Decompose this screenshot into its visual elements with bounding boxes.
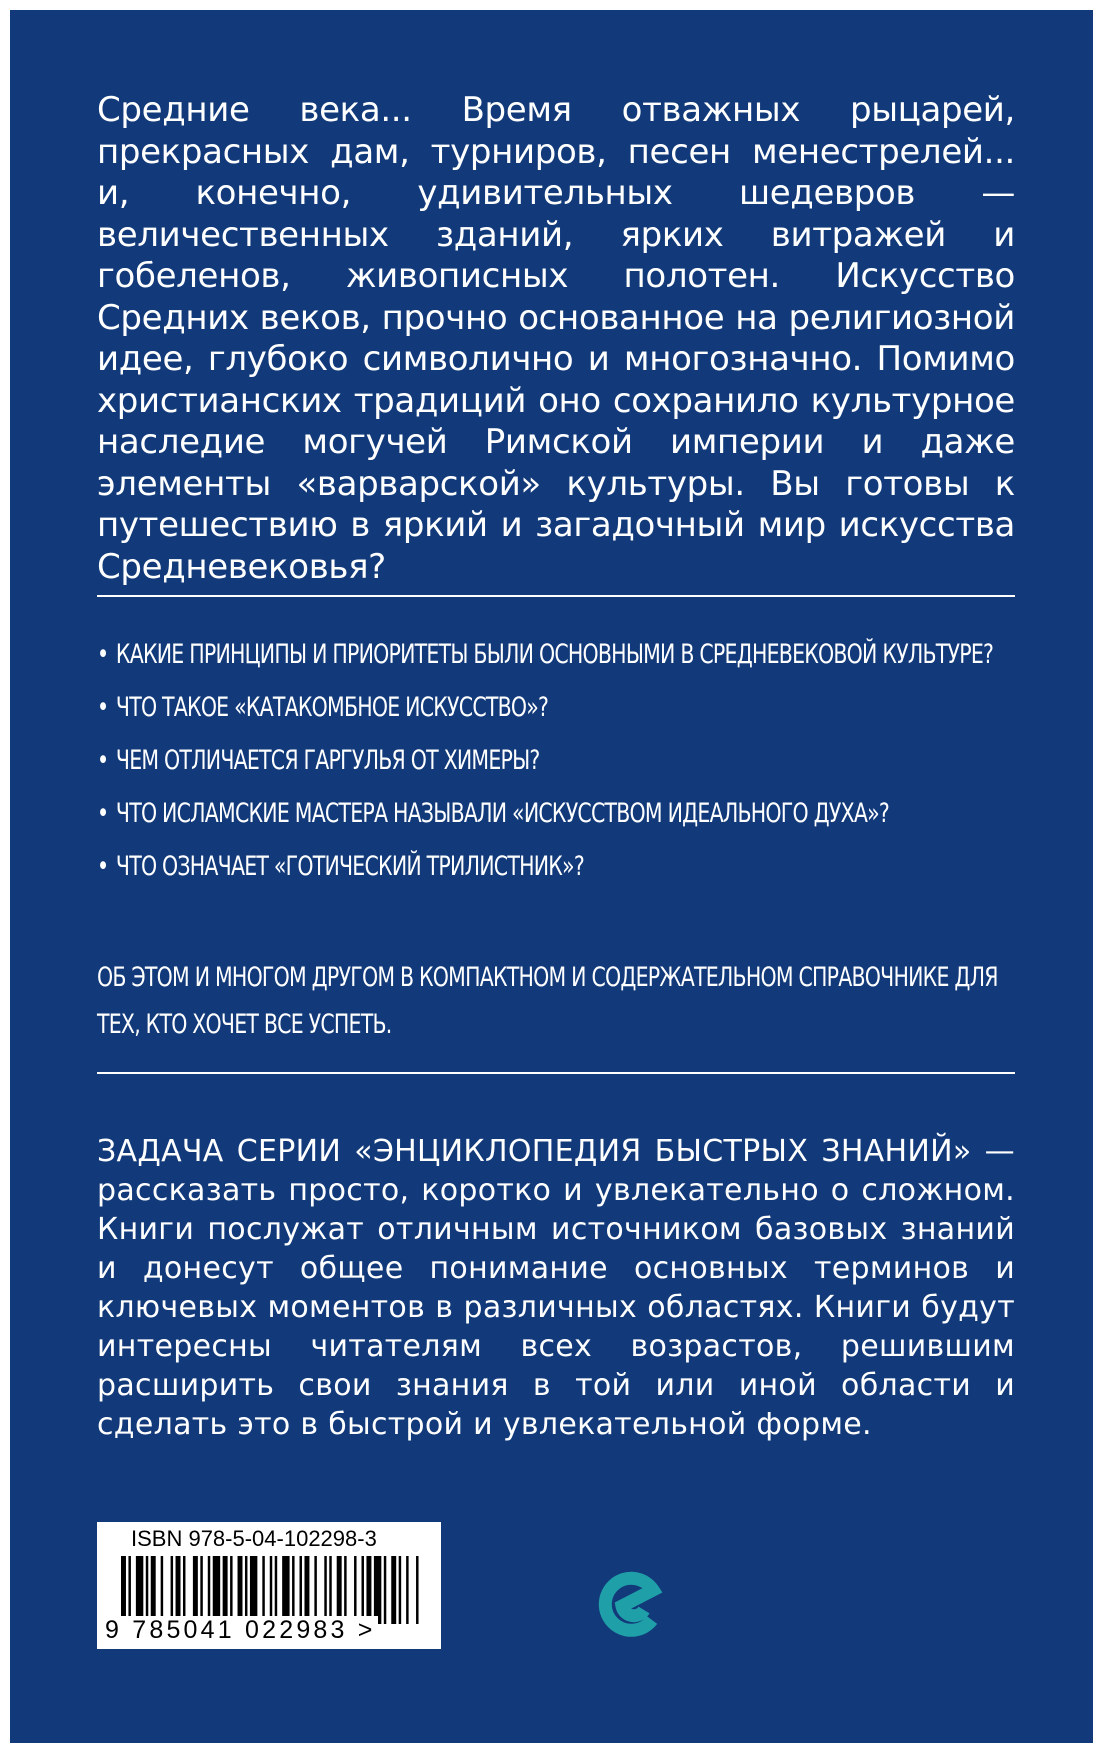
book-back-cover <box>10 10 1093 1743</box>
intro-paragraph <box>97 90 1015 588</box>
isbn-barcode <box>97 1522 441 1649</box>
questions-list <box>97 632 1013 897</box>
barcode-bars <box>121 1556 421 1624</box>
series-description <box>97 1132 1015 1444</box>
intro-text: Средние века... Время отважных рыцарей, прекрасных дам, турниров, песен менестрелей... и, конечно, удивительных шедевров — величественных зданий, ярких витражей и гобеленов, живописных полотен. Искусство Средних веков, прочно основанное на религиозной идее, глубоко символично и многозначно. Помимо христианских традиций оно сохранило культурное наследие могучей Римской империи и даже элементы «варварской» культуры. Вы готовы к путешествию в яркий и загадочный мир искусства Средневековья? <box>97 90 1015 587</box>
bullet: • <box>97 851 109 882</box>
question-text: ЧЕМ ОТЛИЧАЕТСЯ ГАРГУЛЬЯ ОТ ХИМЕРЫ? <box>115 745 540 776</box>
question-text: КАКИЕ ПРИНЦИПЫ И ПРИОРИТЕТЫ БЫЛИ ОСНОВНЫМИ В СРЕДНЕВЕКОВОЙ КУЛЬТУРЕ? <box>115 639 994 670</box>
question-item <box>97 632 1013 677</box>
question-text: ЧТО ОЗНАЧАЕТ «ГОТИЧЕСКИЙ ТРИЛИСТНИК»? <box>115 851 584 882</box>
bullet: • <box>97 745 109 776</box>
divider-top <box>97 595 1015 597</box>
bullet: • <box>97 692 109 723</box>
eksmo-logo-icon <box>586 1560 676 1650</box>
summary-text: ОБ ЭТОМ И МНОГОМ ДРУГОМ В КОМПАКТНОМ И СОДЕРЖАТЕЛЬНОМ СПРАВОЧНИКЕ ДЛЯ ТЕХ, КТО ХОЧЕТ ВСЕ УСПЕТЬ. <box>97 962 998 1040</box>
barcode-digits: 9 785041 022983 > <box>105 1616 376 1644</box>
divider-bottom <box>97 1072 1015 1074</box>
question-item <box>97 791 1013 836</box>
question-item <box>97 844 1013 889</box>
bullet: • <box>97 639 109 670</box>
question-item <box>97 685 1013 730</box>
series-text: рассказать просто, коротко и увлекательно о сложном. Книги послужат отличным источником базовых знаний и донесут общее понимание основных терминов и ключевых моментов в различных областях. Книги будут интересны читателям всех возрастов, решившим расширить свои знания в той или иной области и сделать это в быстрой и увлекательной форме. <box>97 1173 1015 1442</box>
question-text: ЧТО ИСЛАМСКИЕ МАСТЕРА НАЗЫВАЛИ «ИСКУССТВОМ ИДЕАЛЬНОГО ДУХА»? <box>115 798 889 829</box>
series-lead: ЗАДАЧА СЕРИИ «ЭНЦИКЛОПЕДИЯ БЫСТРЫХ ЗНАНИЙ» — <box>97 1134 1015 1169</box>
question-text: ЧТО ТАКОЕ «КАТАКОМБНОЕ ИСКУССТВО»? <box>115 692 549 723</box>
question-item <box>97 738 1013 783</box>
bullet: • <box>97 798 109 829</box>
isbn-label: ISBN 978-5-04-102298-3 <box>131 1526 377 1551</box>
